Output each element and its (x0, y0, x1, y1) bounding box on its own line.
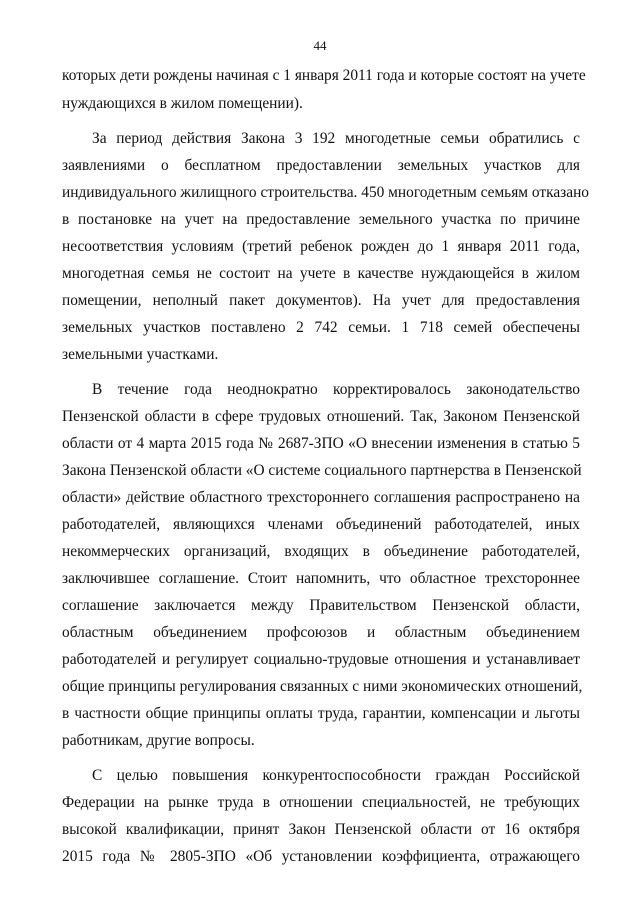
text-line: работникам, другие вопросы. (62, 732, 255, 749)
text-line: области от 4 марта 2015 года № 2687-ЗПО «О внесении изменения в статью 5 (62, 435, 580, 452)
text-line: общие принципы регулирования связанных с ними экономических отношений, (62, 678, 583, 695)
text-line: области» действие областного трехстороннего соглашения распространено на (62, 489, 580, 506)
text-line: В течение года неоднократно корректировалось законодательство (92, 381, 580, 398)
text-line: которых дети рождены начиная с 1 января 2011 года и которые состоят на учете (62, 67, 586, 84)
page-number: 44 (313, 38, 327, 53)
text-line: За период действия Закона 3 192 многодетные семьи обратились с (92, 130, 580, 147)
text-line: несоответствия условиям (третий ребенок рожден до 1 января 2011 года, (62, 238, 580, 255)
text-line: работодателей, являющихся членами объединений работодателей, иных (62, 516, 580, 533)
text-line: высокой квалификации, принят Закон Пензенской области от 16 октября (62, 821, 580, 838)
text-line: областным объединением профсоюзов и областным объединением (62, 624, 580, 641)
text-line: Закона Пензенской области «О системе социального партнерства в Пензенской (62, 462, 582, 479)
text-line: нуждающихся в жилом помещении). (62, 95, 303, 112)
text-line: заявлениями о бесплатном предоставлении земельных участков для (62, 157, 580, 174)
text-line: в частности общие принципы оплаты труда, гарантии, компенсации и льготы (62, 705, 580, 722)
text-line: индивидуального жилищного строительства. 450 многодетным семьям отказано (62, 184, 590, 201)
text-line: Федерации на рынке труда в отношении специальностей, не требующих (62, 794, 580, 811)
text-line: Пензенской области в сфере трудовых отношений. Так, Законом Пензенской (62, 408, 580, 425)
text-line: некоммерческих организаций, входящих в объединение работодателей, (62, 543, 580, 560)
text-line: работодателей и регулирует социально-трудовые отношения и устанавливает (62, 651, 580, 668)
text-line: соглашение заключается между Правительством Пензенской области, (62, 597, 580, 614)
text-line: в постановке на учет на предоставление земельного участка по причине (62, 211, 580, 228)
text-line: С целью повышения конкурентоспособности граждан Российской (92, 767, 580, 784)
text-line: помещении, неполный пакет документов). На учет для предоставления (62, 292, 580, 309)
text-line: земельных участков поставлено 2 742 семьи. 1 718 семей обеспечены (62, 319, 580, 336)
text-line: земельными участками. (62, 346, 219, 363)
text-line: заключившее соглашение. Стоит напомнить, что областное трехстороннее (62, 570, 580, 587)
text-line: многодетная семья не состоит на учете в качестве нуждающейся в жилом (62, 265, 580, 282)
text-line: 2015 года № 2805-ЗПО «Об установлении коэффициента, отражающего (62, 848, 580, 865)
